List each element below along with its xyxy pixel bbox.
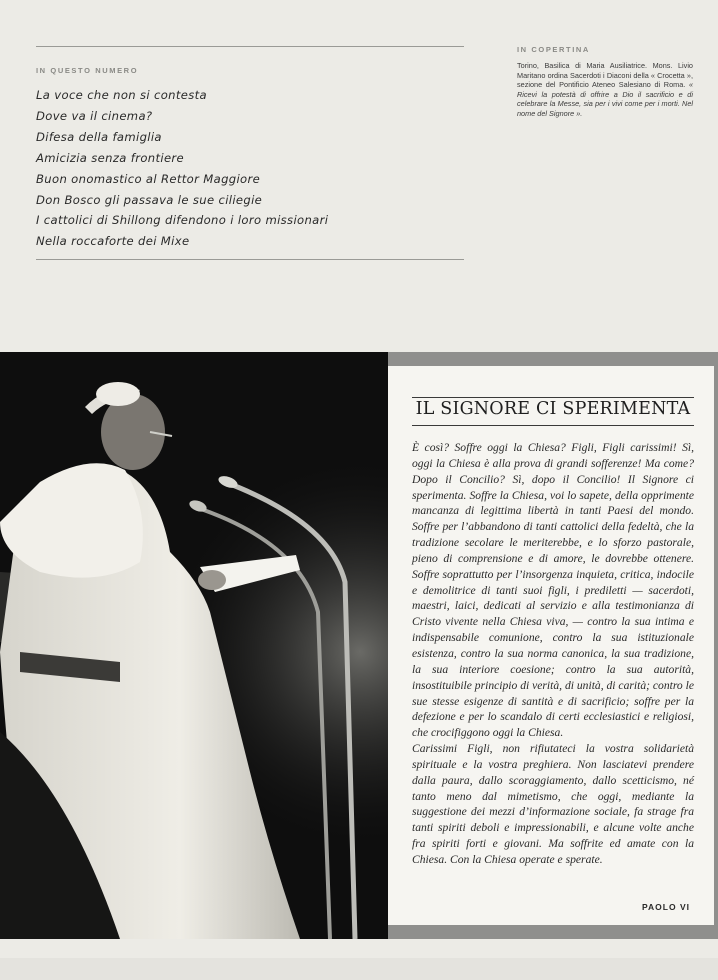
title-rule-bottom (412, 425, 694, 426)
contents-item[interactable]: La voce che non si contesta (36, 88, 207, 102)
cover-caption-text: Torino, Basilica di Maria Ausiliatrice. Mons. Livio Maritano ordina Sacerdoti i Diaconi della « Crocetta », sezione del Pontificio Ateneo Salesiano di Roma. (517, 61, 693, 90)
contents-item[interactable]: Difesa della famiglia (36, 129, 162, 144)
article-frame (388, 352, 718, 366)
contents-list (36, 85, 328, 252)
article-paragraph: Carissimi Figli, non rifiutateci la vostra solidarietà spirituale e la vostra preghiera. Non lasciatevi prendere dalla paura, dallo scoraggiamento, dallo scetticismo, né tanto meno dal mimetismo, che oggi, mediante la suggestione dei mezzi d’informazione sociale, fa strage fra tanti spiriti deboli e impressionabili, e alcune volte anche fra spiriti forti e giovani. Ma soffrite ed amate con la Chiesa. Con la Chiesa operate e sperate. (412, 742, 694, 866)
contents-item[interactable]: Dove va il cinema? (36, 108, 153, 123)
article-signature: PAOLO VI (642, 902, 690, 912)
cover-caption-quote: « Ricevi la potestà di offrire a Dio il sacrificio e di celebrare la Messe, sia per i vivi come per i morti. Nel nome del Signore ». (517, 80, 694, 118)
pope-photo (0, 352, 388, 939)
cover-label: IN COPERTINA (517, 45, 590, 54)
article-frame (388, 925, 718, 939)
contents-item[interactable]: Amicizia senza frontiere (36, 150, 185, 165)
contents-item[interactable]: I cattolici di Shillong difendono i loro missionari (36, 213, 329, 228)
contents-item[interactable]: Buon onomastico al Rettor Maggiore (36, 171, 261, 186)
bottom-rule (36, 259, 464, 260)
cover-caption (517, 61, 693, 119)
top-rule (36, 46, 464, 47)
article-body (412, 440, 694, 868)
pope-photo-illustration (0, 352, 388, 939)
contents-item[interactable]: Don Bosco gli passava le sue ciliegie (36, 192, 263, 207)
title-rule-top (412, 397, 694, 398)
article-title: IL SIGNORE CI SPERIMENTA (415, 399, 691, 419)
article-paragraph: È così? Soffre oggi la Chiesa? Figli, Figli carissimi! Sì, oggi la Chiesa è alla prova di grandi sofferenze! Ma come? Dopo il Concilio? Sì, dopo il Concilio! Il Signore ci sperimenta. Soffre la Chiesa, voi lo sapete, della opprimente mancanza di legittima libertà in tanti Paesi del mondo. Soffre per l’abbandono di tanti cattolici della fedeltà, che la tradizione secolare le meriterebbe, e lo sforzo pastorale, pieno di comprensione e di amore, le dovrebbe ottenere. Soffre soprattutto per l’insorgenza inquieta, critica, indocile e demolitrice di tanti suoi figli, i prediletti — sacerdoti, maestri, laici, dedicati al servizio e alla testimonianza di Cristo vivente nella Chiesa viva, — contro la sua intima e indispensabile comunione, contro la sua istituzionale esistenza, contro la sua norma canonica, la sua tradizione, la sua interiore coesione; contro la sua autorità, insostituibile principio di verità, di unità, di carità; contro le sue stesse esigenze di santità e di sacrificio; soffre per la defezione e per lo scandalo di certi ecclesiastici e religiosi, che crocifiggono oggi la Chiesa. (412, 441, 694, 740)
article-frame (714, 352, 718, 939)
contents-label: IN QUESTO NUMERO (36, 66, 139, 75)
page-bottom-band (0, 958, 718, 980)
contents-item[interactable]: Nella roccaforte dei Mixe (36, 234, 190, 249)
